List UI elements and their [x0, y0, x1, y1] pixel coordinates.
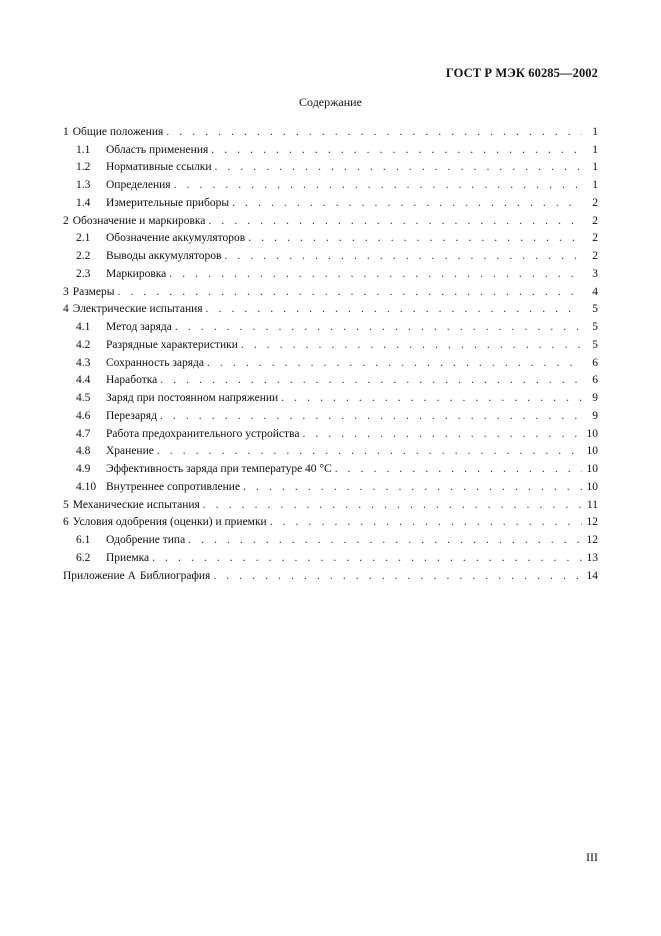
dot-leader	[175, 320, 582, 334]
dot-leader	[203, 498, 582, 512]
dot-leader	[166, 125, 582, 139]
toc-entry-number: Приложение А	[63, 569, 136, 582]
toc-entry-page: 10	[586, 445, 598, 458]
dot-leader	[213, 569, 582, 583]
dot-leader	[160, 409, 582, 423]
toc-entry-page: 9	[592, 409, 598, 422]
dot-leader	[335, 462, 582, 476]
toc-entry-number: 5	[63, 498, 69, 511]
toc-entry-title: Общие положения	[72, 125, 164, 138]
toc-entry-title: Определения	[106, 179, 171, 191]
toc-entry-page: 1	[592, 179, 598, 191]
dot-leader	[243, 480, 582, 494]
dot-leader	[207, 356, 582, 370]
toc-entry-title: Механические испытания	[72, 498, 200, 511]
toc-entry-number: 4.9	[76, 463, 91, 475]
toc-entry-page: 10	[586, 480, 598, 493]
toc-entry[interactable]	[63, 245, 598, 263]
dot-leader	[281, 391, 582, 405]
toc-entry[interactable]	[63, 405, 598, 423]
toc-entry[interactable]	[63, 139, 598, 157]
page-number: III	[586, 850, 598, 864]
dot-leader	[224, 249, 582, 263]
toc-entry-page: 10	[586, 463, 598, 475]
toc-entry[interactable]	[63, 476, 598, 494]
toc-entry-number: 2.1	[76, 232, 91, 245]
toc-entry-title: Заряд при постоянном напряжении	[106, 392, 279, 404]
toc-entry-number: 2.3	[76, 267, 91, 280]
toc-entry-page: 2	[592, 214, 598, 227]
toc-entry-page: 13	[586, 551, 598, 564]
toc-entry-number: 1.2	[76, 161, 91, 174]
toc-entry-page: 5	[592, 321, 598, 333]
toc-entry-number: 1.3	[76, 179, 91, 191]
toc-entry-page: 4	[592, 285, 598, 298]
toc-entry-page: 12	[586, 516, 598, 529]
toc-entry-title: Разрядные характеристики	[106, 338, 238, 351]
toc-entry-title: Нормативные ссылки	[106, 161, 212, 174]
toc-entry-title: Выводы аккумуляторов	[106, 250, 222, 262]
toc-entry-number: 4.10	[76, 480, 97, 493]
toc-entry[interactable]	[63, 281, 598, 299]
toc-entry[interactable]	[63, 529, 598, 547]
toc-entry-title: Хранение	[106, 445, 154, 458]
dot-leader	[206, 302, 582, 316]
toc-entry[interactable]	[63, 228, 598, 246]
toc-entry-title: Библиография	[139, 569, 211, 582]
toc-entry-page: 10	[586, 427, 598, 440]
toc-entry-page: 1	[592, 143, 598, 156]
toc-entry-title: Внутреннее сопротивление	[106, 480, 241, 493]
toc-entry-title: Маркировка	[106, 267, 167, 280]
toc-entry-number: 6.2	[76, 551, 91, 564]
toc-entry[interactable]	[63, 547, 598, 565]
toc-entry-title: Метод заряда	[106, 321, 172, 333]
toc-entry-page: 2	[592, 232, 598, 245]
dot-leader	[208, 214, 582, 228]
toc-entry[interactable]	[63, 299, 598, 317]
toc-entry-number: 4.7	[76, 427, 91, 440]
dot-leader	[248, 231, 582, 245]
toc-entry-title: Работа предохранительного устройства	[106, 427, 300, 440]
toc-entry[interactable]	[63, 174, 598, 192]
toc-entry[interactable]	[63, 121, 598, 139]
toc-entry-title: Условия одобрения (оценки) и приемки	[72, 516, 267, 529]
dot-leader	[188, 533, 582, 547]
toc-entry-number: 1.4	[76, 196, 91, 209]
toc-entry-title: Сохранность заряда	[106, 356, 204, 369]
toc-entry-title: Электрические испытания	[72, 303, 203, 316]
toc-entry-page: 9	[592, 392, 598, 404]
dot-leader	[174, 178, 582, 192]
toc-entry-page: 6	[592, 374, 598, 387]
toc-entry-number: 3	[63, 285, 69, 298]
toc-entry-page: 12	[586, 534, 598, 546]
toc-entry-number: 6	[63, 516, 69, 529]
toc-entry[interactable]	[63, 387, 598, 405]
toc-entry-number: 4.1	[76, 321, 91, 333]
toc-entry[interactable]	[63, 512, 598, 530]
toc-entry-page: 2	[592, 196, 598, 209]
dot-leader	[270, 515, 582, 529]
standard-code: ГОСТ Р МЭК 60285—2002	[445, 66, 598, 80]
toc-entry-number: 1	[63, 125, 69, 138]
toc-entry-title: Обозначение и маркировка	[72, 214, 206, 227]
toc-entry[interactable]	[63, 157, 598, 175]
toc-entry[interactable]	[63, 494, 598, 512]
toc-entry-number: 4.5	[76, 392, 91, 404]
toc-entry-number: 4.2	[76, 338, 91, 351]
dot-leader	[157, 444, 582, 458]
toc-entry[interactable]	[63, 565, 598, 583]
toc-entry-number: 2.2	[76, 250, 91, 262]
toc-entry[interactable]	[63, 334, 598, 352]
toc-entry-title: Эффективность заряда при температуре 40 °С	[106, 463, 332, 475]
toc-entry-title: Приемка	[106, 551, 150, 564]
toc-entry[interactable]	[63, 210, 598, 228]
toc-entry-page: 6	[592, 356, 598, 369]
dot-leader	[211, 143, 582, 157]
toc-entry-title: Наработка	[106, 374, 158, 387]
toc-entry-title: Измерительные приборы	[106, 196, 230, 209]
toc-entry-number: 4.4	[76, 374, 91, 387]
dot-leader	[241, 338, 582, 352]
toc-entry[interactable]	[63, 316, 598, 334]
toc-entry-page: 3	[592, 267, 598, 280]
toc-entry-page: 1	[592, 161, 598, 174]
toc-entry-title: Размеры	[72, 285, 115, 298]
toc-entry[interactable]	[63, 441, 598, 459]
dot-leader	[169, 267, 582, 281]
toc-entry[interactable]	[63, 370, 598, 388]
toc-entry[interactable]	[63, 192, 598, 210]
toc-entry[interactable]	[63, 352, 598, 370]
toc-entry-title: Перезаряд	[106, 409, 157, 422]
toc-entry-page: 1	[592, 125, 598, 138]
toc-entry-number: 2	[63, 214, 69, 227]
toc-entry-page: 14	[586, 569, 598, 582]
toc-entry-title: Одобрение типа	[106, 534, 186, 546]
toc-entry-page: 11	[586, 498, 598, 511]
dot-leader	[118, 285, 583, 299]
dot-leader	[160, 373, 582, 387]
toc-entry-number: 4.6	[76, 409, 91, 422]
dot-leader	[152, 551, 582, 565]
toc-entry[interactable]	[63, 423, 598, 441]
table-of-contents	[63, 121, 598, 583]
toc-entry-number: 4	[63, 303, 69, 316]
toc-title: Содержание	[299, 95, 362, 109]
toc-entry-page: 2	[592, 250, 598, 262]
toc-entry[interactable]	[63, 263, 598, 281]
toc-entry-number: 4.8	[76, 445, 91, 458]
toc-entry-title: Обозначение аккумуляторов	[106, 232, 246, 245]
toc-entry-title: Область применения	[106, 143, 209, 156]
toc-entry-number: 1.1	[76, 143, 91, 156]
toc-entry-number: 6.1	[76, 534, 91, 546]
toc-entry-page: 5	[592, 338, 598, 351]
toc-entry[interactable]	[63, 458, 598, 476]
toc-entry-number: 4.3	[76, 356, 91, 369]
toc-entry-page: 5	[592, 303, 598, 316]
dot-leader	[232, 196, 582, 210]
dot-leader	[302, 427, 582, 441]
dot-leader	[215, 160, 582, 174]
